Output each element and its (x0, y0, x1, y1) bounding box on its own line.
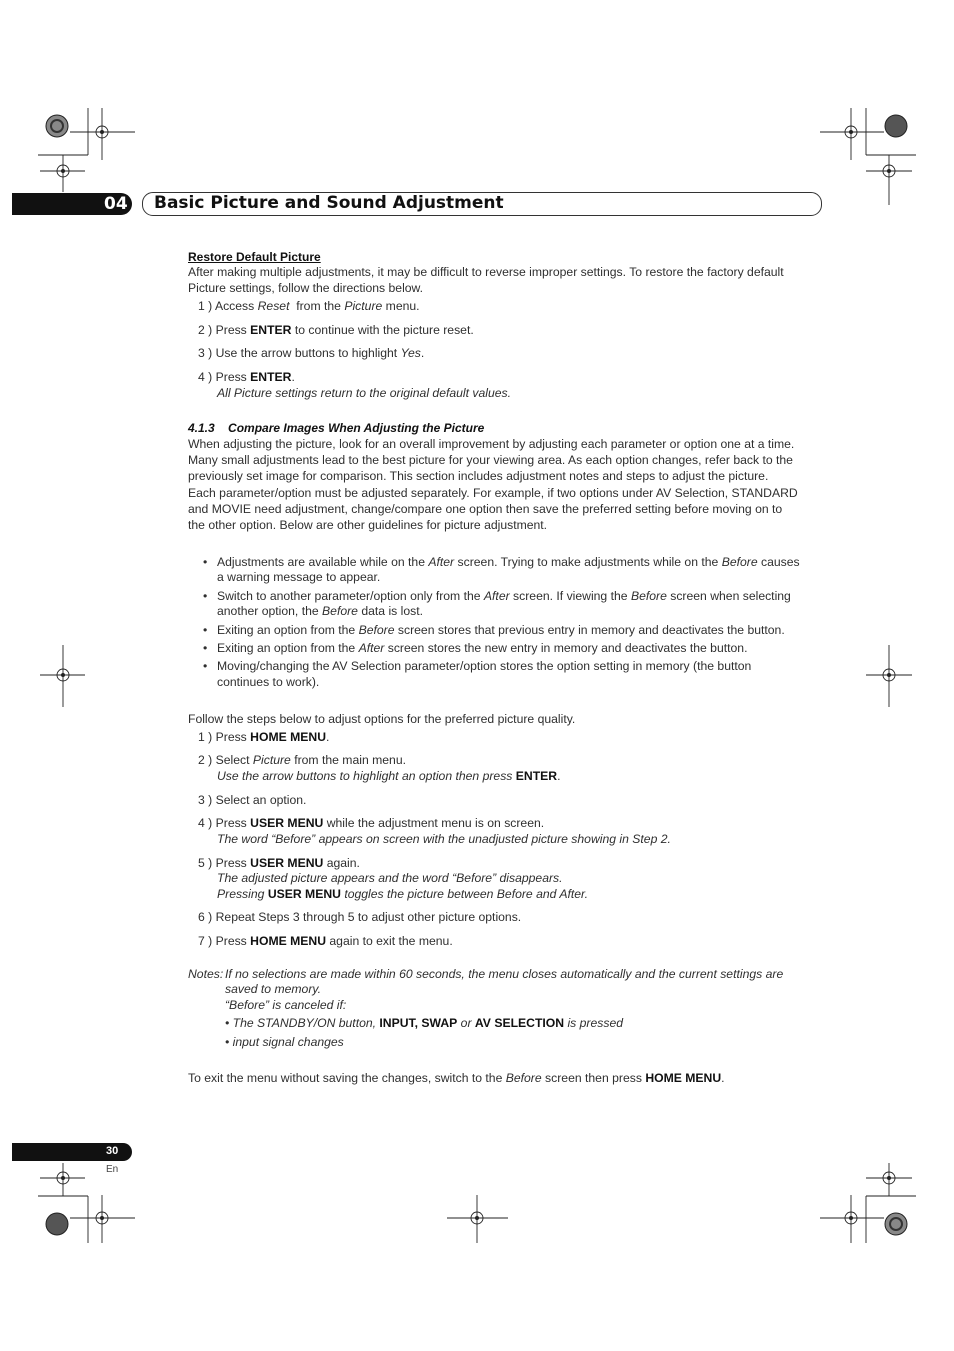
compare-step-5-note-1: The adjusted picture appears and the word “Before” disappears. (217, 871, 563, 885)
bullet-dot: • (203, 589, 208, 603)
compare-p2-line-1: Each parameter/option must be adjusted separately. For example, if two options under AV Selection, STANDARD (188, 486, 798, 500)
compare-step-7: 7 ) Press HOME MENU again to exit the menu. (198, 934, 453, 948)
compare-p1-line-1: When adjusting the picture, look for an overall improvement by adjusting each parameter or option one at a time. (188, 437, 795, 451)
bullet-dot: • (203, 659, 208, 673)
notes-line-3: “Before” is canceled if: (225, 998, 347, 1012)
restore-step-1: 1 ) Access Reset from the Picture menu. (198, 299, 420, 313)
restore-step-2: 2 ) Press ENTER to continue with the picture reset. (198, 323, 474, 337)
compare-step-2-note: Use the arrow buttons to highlight an option then press ENTER. (217, 769, 561, 783)
bullet-3: Exiting an option from the Before screen stores that previous entry in memory and deactivates the button. (217, 623, 785, 637)
notes-line-5: • input signal changes (225, 1035, 344, 1049)
compare-step-4-note: The word “Before” appears on screen with the unadjusted picture showing in Step 2. (217, 832, 671, 846)
compare-step-6: 6 ) Repeat Steps 3 through 5 to adjust other picture options. (198, 910, 522, 924)
chapter-number: 04 (104, 194, 128, 214)
notes-line-2: saved to memory. (225, 982, 321, 996)
restore-step-4: 4 ) Press ENTER. (198, 370, 295, 384)
bullet-2-line-1: Switch to another parameter/option only from the After screen. If viewing the Before screen when selecting (217, 589, 791, 603)
notes-label: Notes: (188, 967, 224, 981)
restore-intro-line-2: Picture settings, follow the directions below. (188, 281, 424, 295)
restore-intro-line-1: After making multiple adjustments, it may be difficult to reverse improper settings. To restore the factory default (188, 265, 784, 279)
compare-p1-line-3: previously set image for comparison. This section includes adjustment notes and steps to adjust the picture. (188, 469, 769, 483)
restore-step-4-note: All Picture settings return to the original default values. (217, 386, 512, 400)
bullet-5-line-1: Moving/changing the AV Selection parameter/option stores the option setting in memory (the button (217, 659, 752, 673)
chapter-title: Basic Picture and Sound Adjustment (154, 193, 504, 213)
page-language: En (106, 1164, 119, 1175)
bullet-5-line-2: continues to work). (217, 675, 320, 689)
compare-step-4: 4 ) Press USER MENU while the adjustment menu is on screen. (198, 816, 545, 830)
exit-instruction: To exit the menu without saving the changes, switch to the Before screen then press HOME MENU. (188, 1071, 725, 1085)
notes-line-4: • The STANDBY/ON button, INPUT, SWAP or AV SELECTION is pressed (225, 1016, 623, 1030)
notes-line-1: If no selections are made within 60 seconds, the menu closes automatically and the current settings are (225, 967, 784, 981)
compare-step-3: 3 ) Select an option. (198, 793, 307, 807)
bullet-dot: • (203, 555, 208, 569)
bullet-4: Exiting an option from the After screen stores the new entry in memory and deactivates the button. (217, 641, 748, 655)
bullet-2-line-2: another option, the Before data is lost. (217, 604, 423, 618)
page-number: 30 (106, 1145, 119, 1157)
compare-step-1: 1 ) Press HOME MENU. (198, 730, 330, 744)
restore-step-3: 3 ) Use the arrow buttons to highlight Yes. (198, 346, 425, 360)
compare-step-5: 5 ) Press USER MENU again. (198, 856, 360, 870)
compare-step-5-note-2: Pressing USER MENU toggles the picture between Before and After. (217, 887, 589, 901)
bullet-1-line-2: a warning message to appear. (217, 570, 381, 584)
bullet-dot: • (203, 623, 208, 637)
bullet-1-line-1: Adjustments are available while on the After screen. Trying to make adjustments while on the Before causes (217, 555, 800, 569)
compare-step-2: 2 ) Select Picture from the main menu. (198, 753, 406, 767)
compare-p2-line-2: and MOVIE need adjustment, change/compare one option then save the preferred setting before moving on to (188, 502, 783, 516)
follow-steps-text: Follow the steps below to adjust options for the preferred picture quality. (188, 712, 576, 726)
compare-heading: 4.1.3 Compare Images When Adjusting the Picture (188, 421, 485, 435)
compare-p2-line-3: the other option. Below are other guidelines for picture adjustment. (188, 518, 548, 532)
bullet-dot: • (203, 641, 208, 655)
compare-p1-line-2: Many small adjustments lead to the best picture for your viewing area. As each option changes, refer back to the (188, 453, 793, 467)
restore-heading: Restore Default Picture (188, 250, 321, 264)
